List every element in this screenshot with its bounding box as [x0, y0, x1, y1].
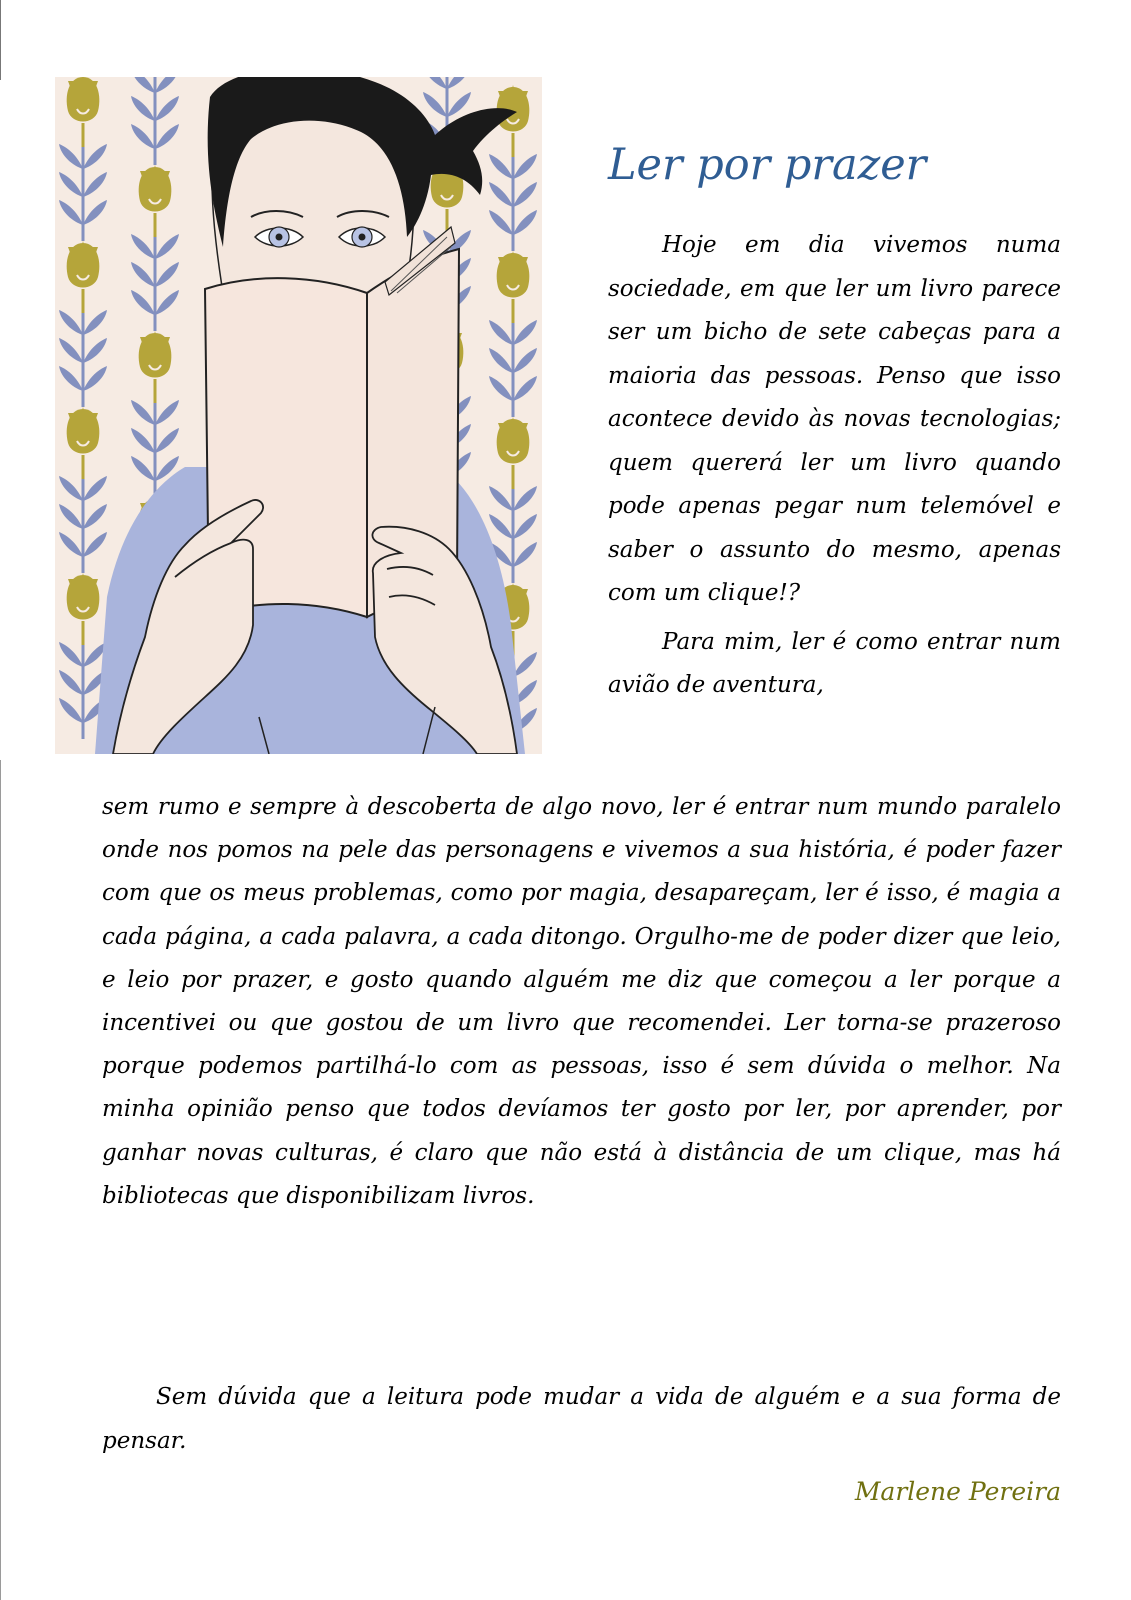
reading-woman-illustration — [55, 77, 542, 754]
page-edge-mark — [0, 0, 1, 80]
article-body — [102, 786, 1061, 1218]
author-signature: Marlene Pereira — [854, 1477, 1061, 1506]
paragraph-start: Para mim, ler é como entrar num avião de aventura, — [608, 628, 1061, 698]
woman-reading-book-icon — [55, 77, 542, 754]
article-title: Ler por prazer — [608, 140, 927, 190]
closing-paragraph: Sem dúvida que a leitura pode mudar a vida de alguém e a sua forma de pensar. — [102, 1384, 1061, 1454]
page-edge-mark — [0, 760, 1, 1600]
paragraph-continuation: sem rumo e sempre à descoberta de algo novo, ler é entrar num mundo paralelo onde nos pomos na pele das personagens e vivemos a sua história, é poder fazer com que os meus problemas, como por magia, desapareçam, ler é isso, é magia a cada página, a cada palavra, a cada ditongo. Orgulho-me de poder dizer que leio, e leio por prazer, e gosto quando alguém me diz que começou a ler porque a incentivei ou que gostou de um livro que recomendei. Ler torna-se prazeroso porque podemos partilhá-lo com as pessoas, isso é sem dúvida o melhor. Na minha opinião penso que todos devíamos ter gosto por ler, por aprender, por ganhar novas culturas, é claro que não está à distância de um clique, mas há bibliotecas que disponibilizam livros. — [102, 794, 1061, 1209]
paragraph: Hoje em dia vivemos numa sociedade, em que ler um livro parece ser um bicho de sete cabeças para a maioria das pessoas. Penso que isso acontece devido às novas tecnologias; quem quererá ler um livro quando pode apenas pegar num telemóvel e saber o assunto do mesmo, apenas com um clique!? — [608, 232, 1061, 606]
article-intro-column — [608, 224, 1061, 708]
article-closing — [102, 1376, 1061, 1463]
